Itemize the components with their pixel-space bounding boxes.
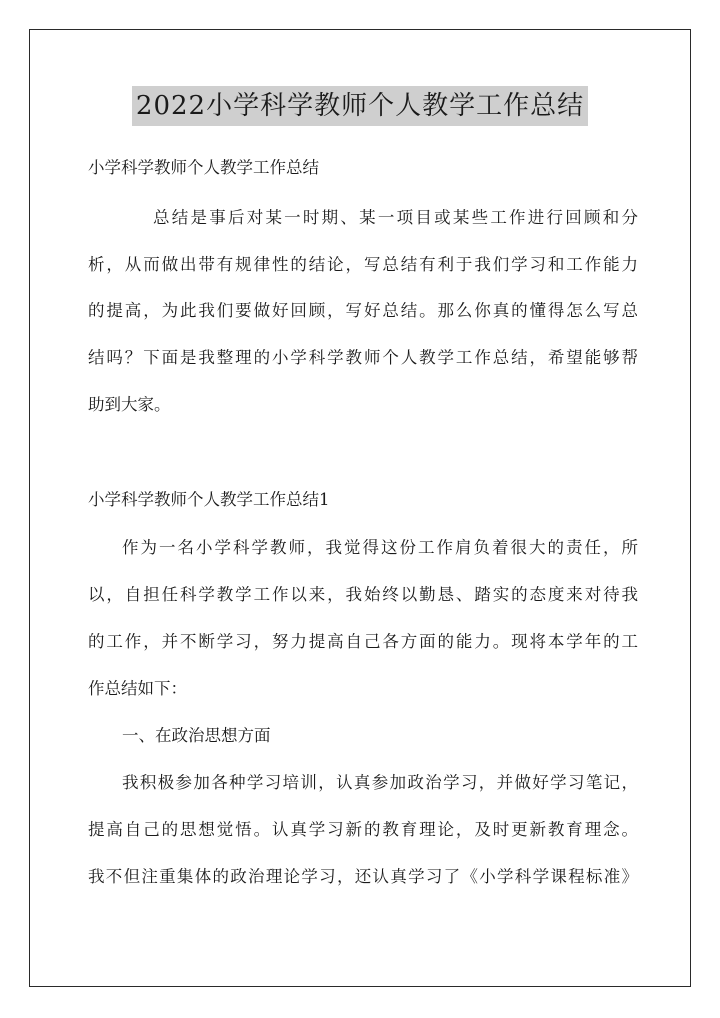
- document-subtitle: 小学科学教师个人教学工作总结: [88, 158, 319, 177]
- intro-line-2: 析，从而做出带有规律性的结论，写总结有利于我们学习和工作能力: [88, 255, 638, 274]
- document-title: 2022小学科学教师个人教学工作总结: [132, 86, 588, 126]
- politics-line-3: 我不但注重集体的政治理论学习，还认真学习了《小学科学课程标准》: [88, 867, 638, 886]
- intro-line-4: 结吗？下面是我整理的小学科学教师个人教学工作总结，希望能够帮: [88, 348, 638, 367]
- section-para-line-4: 作总结如下：: [88, 679, 187, 698]
- intro-line-3: 的提高，为此我们要做好回顾，写好总结。那么你真的懂得怎么写总: [88, 301, 638, 320]
- intro-line-5: 助到大家。: [88, 395, 171, 414]
- politics-subheading: 一、在政治思想方面: [122, 726, 271, 745]
- section-para-line-3: 的工作，并不断学习，努力提高自己各方面的能力。现将本学年的工: [88, 632, 638, 651]
- section-heading: 小学科学教师个人教学工作总结1: [88, 490, 330, 509]
- section-para-line-2: 以，自担任科学教学工作以来，我始终以勤恳、踏实的态度来对待我: [88, 585, 638, 604]
- section-para-line-1: 作为一名小学科学教师，我觉得这份工作肩负着很大的责任，所: [122, 538, 638, 557]
- intro-line-1: 总结是事后对某一时期、某一项目或某些工作进行回顾和分: [153, 208, 638, 227]
- politics-line-1: 我积极参加各种学习培训，认真参加政治学习，并做好学习笔记，: [122, 773, 638, 792]
- politics-line-2: 提高自己的思想觉悟。认真学习新的教育理论，及时更新教育理念。: [88, 820, 638, 839]
- title-container: [0, 86, 720, 126]
